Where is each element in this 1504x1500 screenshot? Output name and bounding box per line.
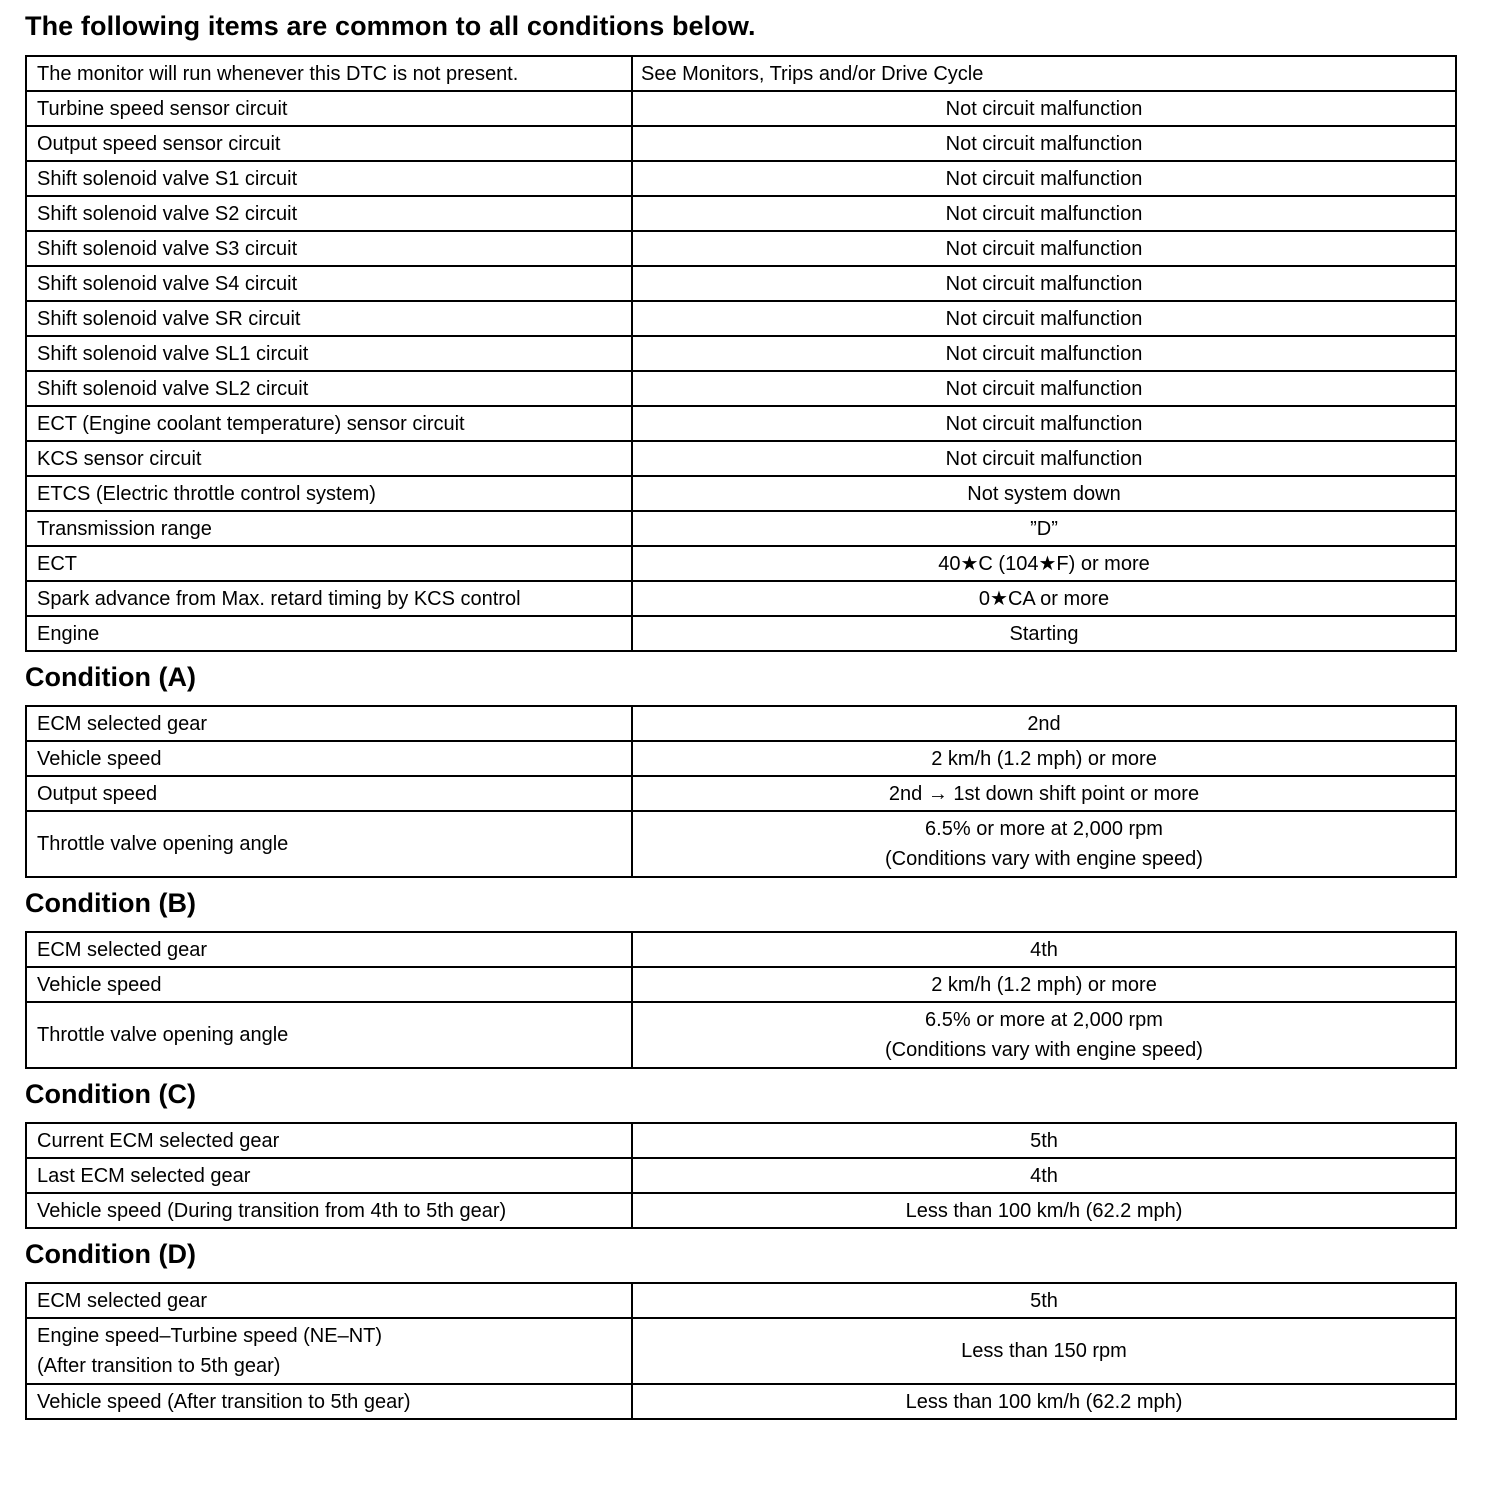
row-label: ECT: [26, 546, 632, 581]
row-label: Vehicle speed: [26, 741, 632, 776]
row-value: Not system down: [632, 476, 1456, 511]
table-row: [26, 371, 1456, 406]
row-label: Throttle valve opening angle: [26, 1002, 632, 1068]
row-label: ECM selected gear: [26, 1283, 632, 1318]
row-label: Engine speed–Turbine speed (NE–NT) (After transition to 5th gear): [26, 1318, 632, 1384]
row-value: 4th: [632, 1158, 1456, 1193]
row-label: Current ECM selected gear: [26, 1123, 632, 1158]
row-label: Shift solenoid valve SR circuit: [26, 301, 632, 336]
row-label: Vehicle speed (During transition from 4th to 5th gear): [26, 1193, 632, 1228]
row-label: ETCS (Electric throttle control system): [26, 476, 632, 511]
table-row: [26, 741, 1456, 776]
table-row: [26, 1283, 1456, 1318]
table-row: [26, 1384, 1456, 1419]
row-label: ECM selected gear: [26, 932, 632, 967]
row-label: Engine: [26, 616, 632, 651]
table-row: [26, 126, 1456, 161]
table-row: [26, 266, 1456, 301]
table-row: [26, 336, 1456, 371]
table-row: [26, 301, 1456, 336]
row-value: Not circuit malfunction: [632, 301, 1456, 336]
row-label: Output speed: [26, 776, 632, 811]
row-value: 2nd → 1st down shift point or more: [632, 776, 1456, 811]
row-label: Turbine speed sensor circuit: [26, 91, 632, 126]
table-row: [26, 967, 1456, 1002]
row-value: 6.5% or more at 2,000 rpm (Conditions vary with engine speed): [632, 811, 1456, 877]
row-value: Not circuit malfunction: [632, 406, 1456, 441]
row-value: See Monitors, Trips and/or Drive Cycle: [632, 56, 1456, 91]
row-value: Not circuit malfunction: [632, 266, 1456, 301]
table-row: [26, 811, 1456, 877]
table-row: [26, 56, 1456, 91]
row-value: 5th: [632, 1283, 1456, 1318]
condition-d-table: [25, 1282, 1457, 1420]
row-label: Vehicle speed (After transition to 5th gear): [26, 1384, 632, 1419]
row-label: Shift solenoid valve S2 circuit: [26, 196, 632, 231]
table-row: [26, 776, 1456, 811]
condition-c-table: [25, 1122, 1457, 1229]
table-row: [26, 706, 1456, 741]
row-label: Shift solenoid valve S4 circuit: [26, 266, 632, 301]
row-label: Vehicle speed: [26, 967, 632, 1002]
condition-a-title: Condition (A): [25, 662, 196, 692]
table-row: [26, 1158, 1456, 1193]
row-label: Last ECM selected gear: [26, 1158, 632, 1193]
document-page: [25, 6, 1457, 1420]
page-title: The following items are common to all conditions below.: [25, 11, 756, 41]
row-value: 2 km/h (1.2 mph) or more: [632, 741, 1456, 776]
row-value: Not circuit malfunction: [632, 371, 1456, 406]
table-row: [26, 932, 1456, 967]
table-row: [26, 1193, 1456, 1228]
row-value: Not circuit malfunction: [632, 441, 1456, 476]
row-value: 5th: [632, 1123, 1456, 1158]
common-conditions-table: [25, 55, 1457, 652]
condition-b-title: Condition (B): [25, 888, 196, 918]
table-row: [26, 406, 1456, 441]
table-row: [26, 91, 1456, 126]
table-row: [26, 616, 1456, 651]
row-value: 2nd: [632, 706, 1456, 741]
table-row: [26, 231, 1456, 266]
table-row: [26, 196, 1456, 231]
row-value: Not circuit malfunction: [632, 91, 1456, 126]
condition-c-title: Condition (C): [25, 1079, 196, 1109]
row-value: Not circuit malfunction: [632, 126, 1456, 161]
row-label: Shift solenoid valve S1 circuit: [26, 161, 632, 196]
row-label: Shift solenoid valve SL1 circuit: [26, 336, 632, 371]
row-value: Not circuit malfunction: [632, 161, 1456, 196]
row-value: 4th: [632, 932, 1456, 967]
row-value: Not circuit malfunction: [632, 231, 1456, 266]
table-row: [26, 581, 1456, 616]
row-value: 0★CA or more: [632, 581, 1456, 616]
table-row: [26, 1123, 1456, 1158]
row-value: Not circuit malfunction: [632, 336, 1456, 371]
table-row: [26, 546, 1456, 581]
table-row: [26, 476, 1456, 511]
row-label: Output speed sensor circuit: [26, 126, 632, 161]
condition-d-title: Condition (D): [25, 1239, 196, 1269]
row-label: Spark advance from Max. retard timing by KCS control: [26, 581, 632, 616]
row-label: The monitor will run whenever this DTC is not present.: [26, 56, 632, 91]
condition-b-table: [25, 931, 1457, 1069]
row-value: Less than 150 rpm: [632, 1318, 1456, 1384]
row-value: ”D”: [632, 511, 1456, 546]
table-row: [26, 1318, 1456, 1384]
row-label: ECM selected gear: [26, 706, 632, 741]
row-value: Less than 100 km/h (62.2 mph): [632, 1384, 1456, 1419]
condition-a-table: [25, 705, 1457, 878]
table-row: [26, 161, 1456, 196]
table-row: [26, 441, 1456, 476]
row-value: 2 km/h (1.2 mph) or more: [632, 967, 1456, 1002]
row-value: Not circuit malfunction: [632, 196, 1456, 231]
row-value: 6.5% or more at 2,000 rpm (Conditions vary with engine speed): [632, 1002, 1456, 1068]
row-label: ECT (Engine coolant temperature) sensor circuit: [26, 406, 632, 441]
row-label: Throttle valve opening angle: [26, 811, 632, 877]
row-value: 40★C (104★F) or more: [632, 546, 1456, 581]
table-row: [26, 511, 1456, 546]
row-label: KCS sensor circuit: [26, 441, 632, 476]
row-label: Transmission range: [26, 511, 632, 546]
row-label: Shift solenoid valve SL2 circuit: [26, 371, 632, 406]
row-value: Starting: [632, 616, 1456, 651]
row-value: Less than 100 km/h (62.2 mph): [632, 1193, 1456, 1228]
table-row: [26, 1002, 1456, 1068]
row-label: Shift solenoid valve S3 circuit: [26, 231, 632, 266]
